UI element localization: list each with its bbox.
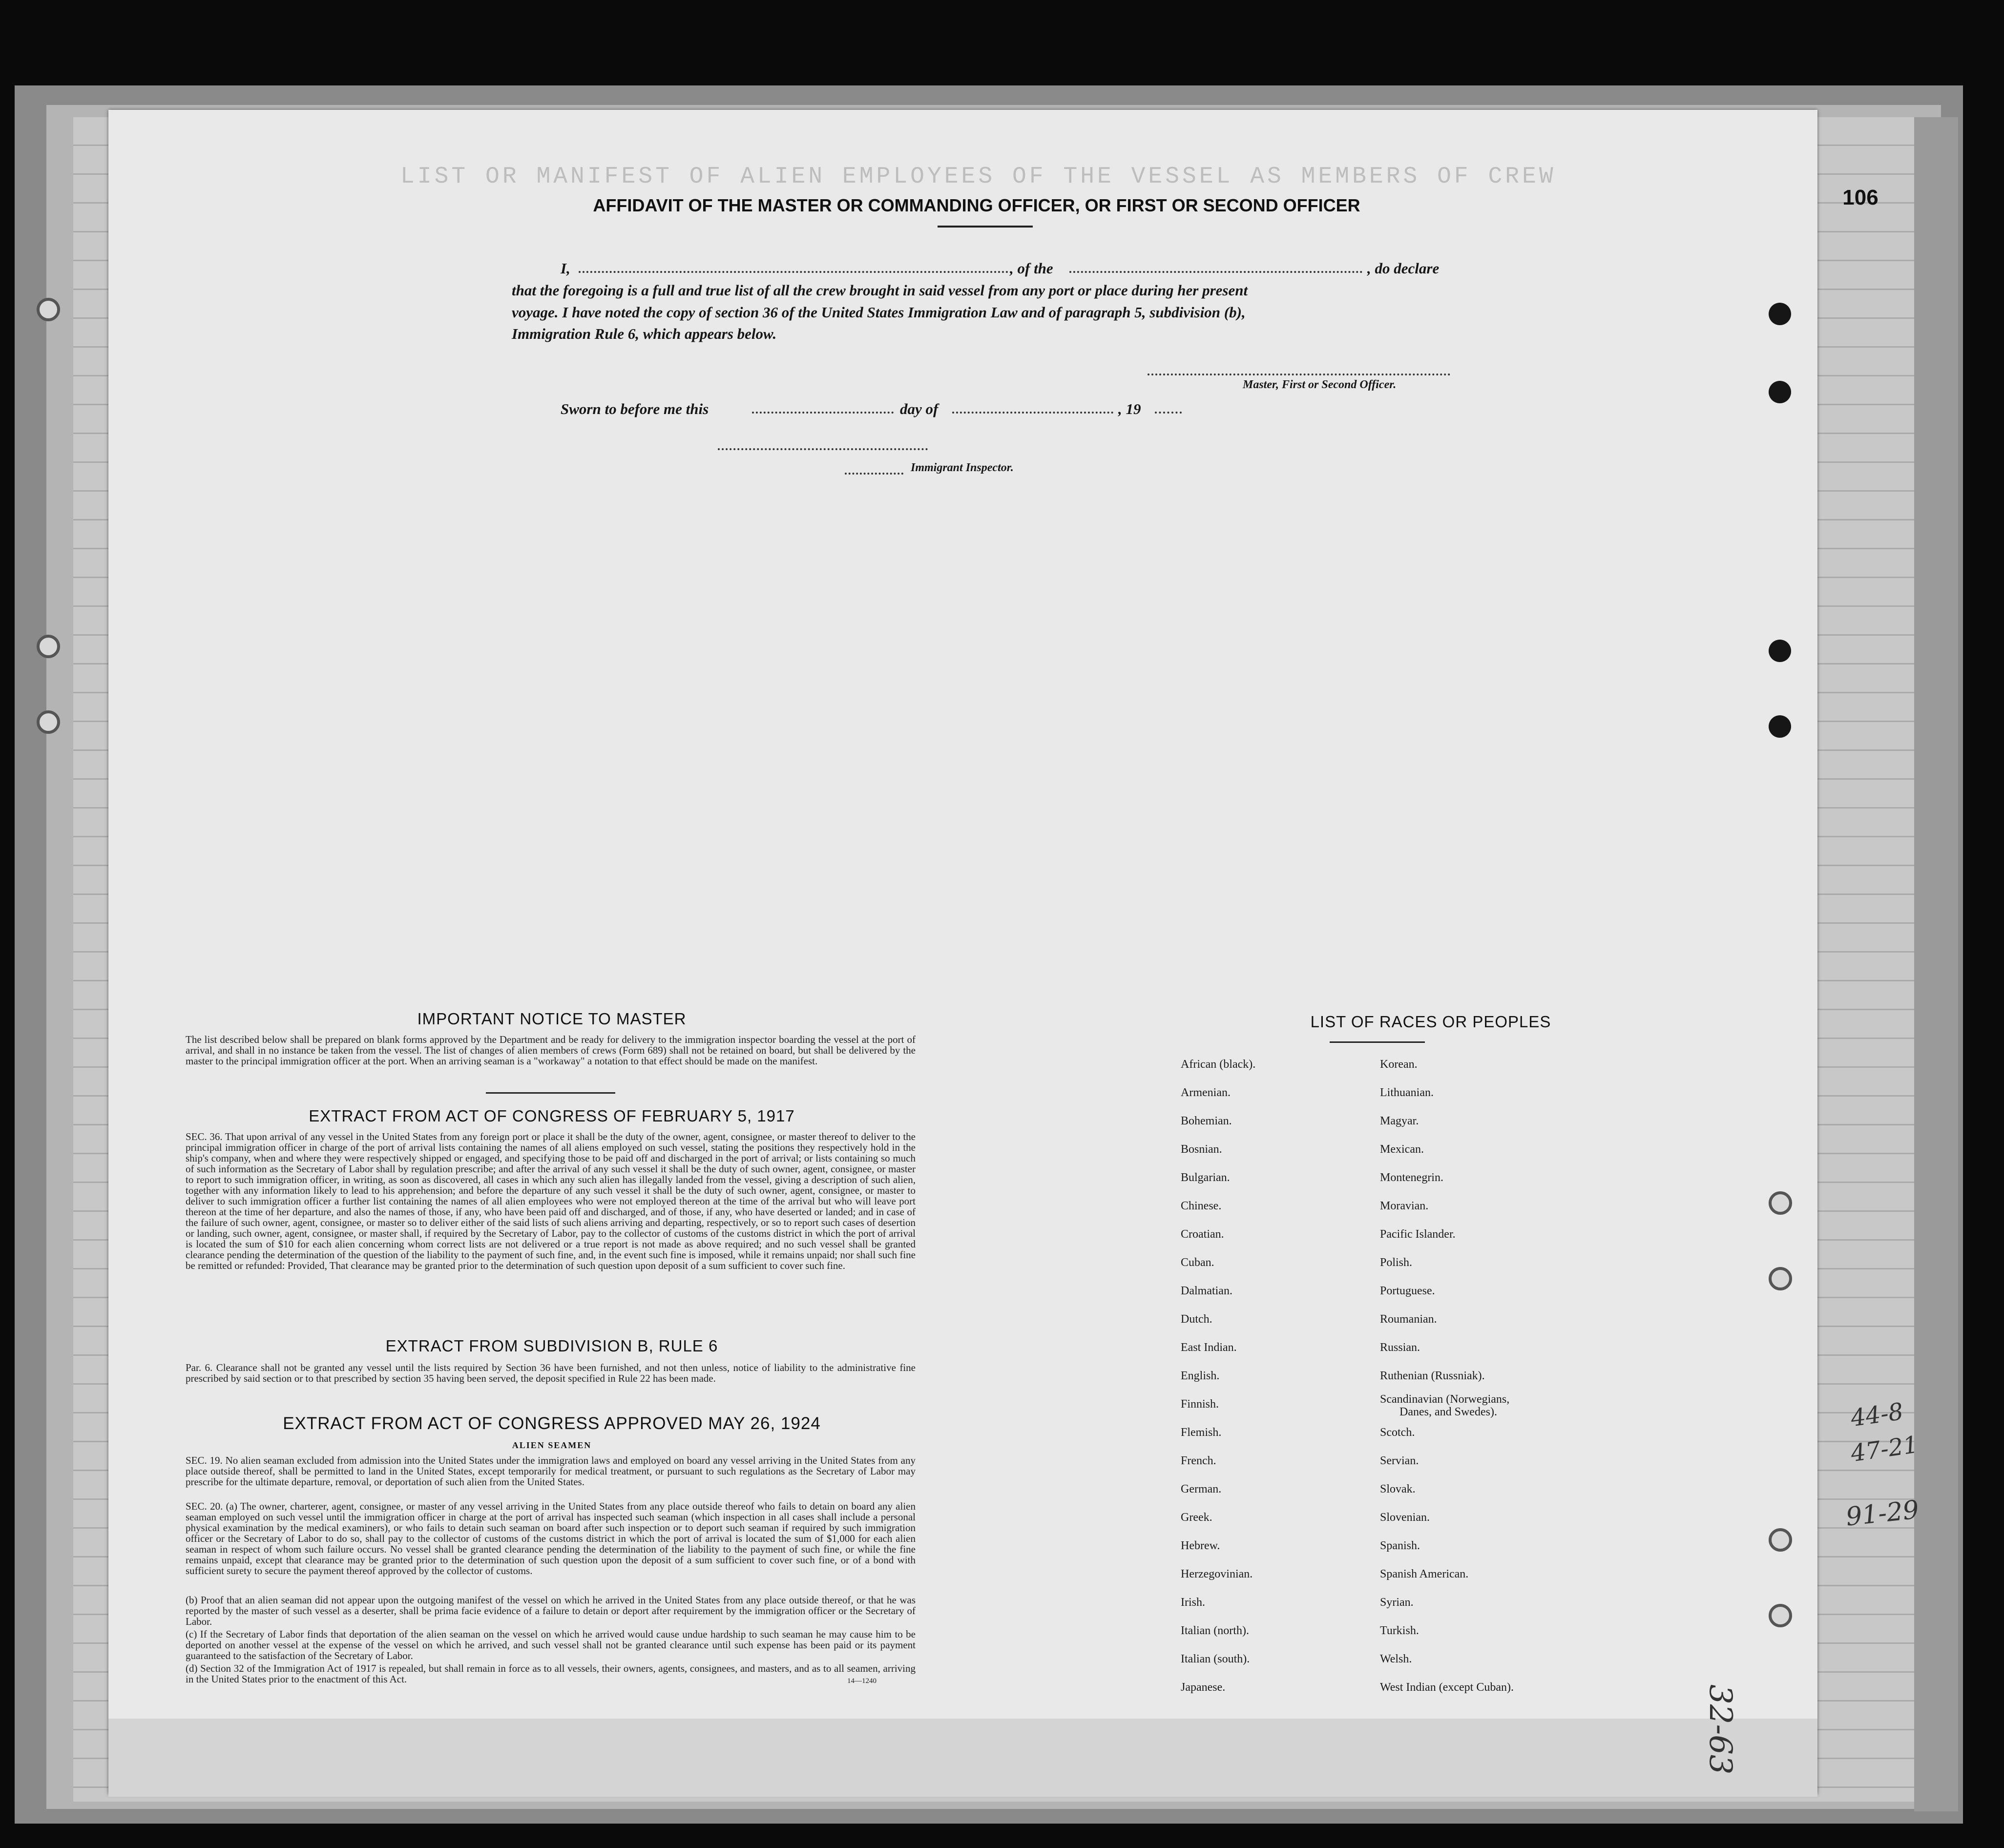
race-right: Pacific Islander. — [1380, 1228, 1456, 1241]
race-left: French. — [1181, 1454, 1216, 1467]
race-right: Spanish. — [1380, 1539, 1420, 1552]
affidavit-declare: , do declare — [1367, 260, 1440, 277]
race-left: Herzegovinian. — [1181, 1568, 1253, 1580]
race-right: Syrian. — [1380, 1596, 1414, 1609]
race-right: Magyar. — [1380, 1115, 1419, 1127]
binder-hole — [1769, 1604, 1792, 1627]
year-label: , 19 — [1118, 400, 1141, 417]
race-left: Cuban. — [1181, 1256, 1214, 1269]
inspector-label: Immigrant Inspector. — [911, 461, 1014, 474]
affidavit-title: AFFIDAVIT OF THE MASTER OR COMMANDING OFFICER, OR FIRST OR SECOND OFFICER — [593, 195, 1360, 215]
notice-title: IMPORTANT NOTICE TO MASTER — [417, 1010, 687, 1028]
binder-hole — [1769, 1267, 1792, 1290]
divider — [486, 1092, 615, 1094]
sec20-text: SEC. 20. (a) The owner, charterer, agent, consignee, or master of any vessel arriving in the United States from any place outside thereof who fails to detain on board any alien seaman employed on such vessel until the immigration officer in charge at the port of arrival has inspected such seaman (which inspection in all cases shall include a personal physical examination by the medical examiners), or who fails to detain such seaman on board after such inspection or to deport such seaman if required by such immigration officer or the Secretary of Labor to do so, shall pay to the collector of customs of the customs district in which the port of arrival is located the sum of $1,000 for each alien seaman in respect of whom such failure occurs. No vessel shall be granted clearance pending the determination of the liability to the payment of such fine, or while the fine remains unpaid, except that clearance may be granted prior to the determination of such question upon the deposit of a sum sufficient to cover such fine, or of a bond with sufficient surety to secure the payment thereof approved by the collector of customs. — [186, 1500, 916, 1577]
handwritten-note: 44-8 — [1849, 1397, 1905, 1433]
binder-hole — [37, 710, 60, 734]
sworn-label: Sworn to before me this — [561, 400, 709, 417]
handwritten-note: 47-21 — [1849, 1431, 1920, 1468]
race-right: Ruthenian (Russniak). — [1380, 1370, 1485, 1382]
race-left: Bulgarian. — [1181, 1171, 1230, 1184]
race-right: Slovak. — [1380, 1483, 1416, 1495]
master-label: Master, First or Second Officer. — [1243, 378, 1397, 391]
race-left: Italian (north). — [1181, 1624, 1249, 1637]
binder-hole — [1769, 303, 1791, 325]
race-left: Finnish. — [1181, 1398, 1219, 1411]
race-right: Spanish American. — [1380, 1568, 1469, 1580]
race-right: Portuguese. — [1380, 1285, 1435, 1297]
race-right-continued: Danes, and Swedes). — [1399, 1406, 1497, 1418]
race-right: Turkish. — [1380, 1624, 1419, 1637]
race-right: Roumanian. — [1380, 1313, 1437, 1326]
day-blank — [752, 412, 894, 414]
form-number: 14—1240 — [847, 1677, 877, 1685]
sec20b-text: (b) Proof that an alien seaman did not appear upon the outgoing manifest of the vessel on which he arrived in the United States from any place outside thereof, or that he was reported by the master of such vessel as a deserter, shall be prima facie evidence of a failure to detain or deport after requirement by the immigration officer or the Secretary of Labor. — [186, 1594, 916, 1627]
binder-hole — [37, 635, 60, 658]
race-left: East Indian. — [1181, 1341, 1237, 1354]
race-right: Welsh. — [1380, 1653, 1412, 1665]
race-left: Irish. — [1181, 1596, 1205, 1609]
divider — [938, 226, 1033, 228]
sec20d-text: (d) Section 32 of the Immigration Act of 1917 is repealed, but shall remain in force as to all vessels, their owners, agents, consignees, and masters, and as to all seamen, arriving in the United States prior to the enactment of this Act. — [186, 1662, 916, 1685]
signature-blank — [1148, 374, 1450, 375]
alien-seamen-subtitle: ALIEN SEAMEN — [512, 1440, 592, 1450]
affidavit-line: that the foregoing is a full and true list of all the crew brought in said vessel from any port or place during her present — [512, 282, 1248, 299]
binder-hole — [1769, 1528, 1792, 1552]
notice-text: The list described below shall be prepared on blank forms approved by the Department and be ready for delivery to the immigration inspector boarding the vessel at the port of arrival, and shall in no instance be taken from the vessel. The list of changes of alien members of crews (Form 689) shall not be retained on board, but shall be delivered by the master to the principal immigration officer at the port. When an arriving seaman is a "workaway" a notation to that effect should be made on the manifest. — [186, 1034, 916, 1067]
form-page-edge — [108, 1719, 1817, 1797]
race-left: Italian (south). — [1181, 1653, 1250, 1665]
month-blank — [952, 412, 1113, 414]
race-right: Russian. — [1380, 1341, 1420, 1354]
vessel-blank — [1069, 271, 1362, 273]
race-left: Armenian. — [1181, 1086, 1231, 1099]
affidavit-of-the: , of the — [1010, 260, 1053, 277]
race-right: Lithuanian. — [1380, 1086, 1434, 1099]
bleed-through-text: LIST OR MANIFEST OF ALIEN EMPLOYEES OF THE VESSEL AS MEMBERS OF CREW — [400, 164, 1556, 190]
sec20c-text: (c) If the Secretary of Labor finds that deportation of the alien seaman on the vessel on which he arrived would cause undue hardship to such seaman he may cause him to be deported on another vessel at the expense of the vessel on which he arrived, and such vessel shall not be granted clearance until such expense has been paid or its payment guaranteed to the satisfaction of the Secretary of Labor. — [186, 1628, 916, 1661]
race-right: Scandinavian (Norwegians, — [1380, 1393, 1510, 1406]
day-of-label: day of — [900, 400, 939, 417]
extract-rule6-title: EXTRACT FROM SUBDIVISION B, RULE 6 — [385, 1337, 718, 1355]
race-right: Polish. — [1380, 1256, 1413, 1269]
handwritten-note: 91-29 — [1844, 1495, 1920, 1532]
race-left: Bosnian. — [1181, 1143, 1222, 1156]
race-left: African (black). — [1181, 1058, 1256, 1071]
race-left: Flemish. — [1181, 1426, 1222, 1439]
race-right: Montenegrin. — [1380, 1171, 1443, 1184]
race-left: Japanese. — [1181, 1681, 1226, 1694]
race-right: Mexican. — [1380, 1143, 1424, 1156]
inspector-signature-blank — [718, 448, 928, 450]
sec19-text: SEC. 19. No alien seaman excluded from admission into the United States under the immigration laws and employed on board any vessel arriving in the United States from any place outside thereof, shall be permitted to land in the United States, except temporarily for medical treatment, or pursuant to such regulations as the Secretary of Labor may prescribe for the ultimate departure, removal, or deportation of such alien from the United States. — [186, 1454, 916, 1488]
extract-1924-title: EXTRACT FROM ACT OF CONGRESS APPROVED MAY 26, 1924 — [283, 1414, 821, 1433]
race-left: Bohemian. — [1181, 1115, 1232, 1127]
race-left: English. — [1181, 1370, 1220, 1382]
race-left: Croatian. — [1181, 1228, 1224, 1241]
race-right: Moravian. — [1380, 1200, 1429, 1212]
race-left: Dalmatian. — [1181, 1285, 1232, 1297]
binder-hole — [37, 298, 60, 321]
extract-1917-text: SEC. 36. That upon arrival of any vessel in the United States from any foreign port or place it shall be the duty of the owner, agent, consignee, or master thereof to deliver to the principal immigration officer in charge of the port of arrival lists containing the names of all aliens employed on such vessel, stating the positions they respectively hold in the ship's company, when and where they were respectively shipped or engaged, and specifying those to be paid off and discharged in the port of arrival; or lists containing so much of such information as the Secretary of Labor shall by regulation prescribe; and after the arrival of any such vessel it shall be the duty of such owner, agent, consignee, or master to report to such immigration officer, in writing, as soon as discovered, all cases in which any such alien has illegally landed from the vessel, giving a description of such alien, together with any information likely to lead to his apprehension; and before the departure of any such vessel it shall be the duty of such owner, agent, consignee, or master to deliver to such immigration officer a further list containing the names of all alien employees who were not employed thereon at the time of the arrival but who will leave port thereon at the time of her departure, and also the names of those, if any, who have been paid off and discharged, and of those, if any, who have deserted or landed; and in case of the failure of such owner, agent, consignee, or master so to deliver either of the said lists of such aliens arriving and departing, respectively, or so to report such cases of desertion or landing, such owner, agent, consignee, or master shall, if required by the Secretary of Labor, pay to the collector of customs of the customs district in which the port of arrival is located the sum of $10 for each alien concerning whom correct lists are not delivered or a true report is not made as above required; and no such vessel shall be granted clearance pending the determination of the question of the liability to the payment of such fine, and, in the event such fine is imposed, while it remains unpaid; nor shall such fine be remitted or refunded: Provided, That clearance may be granted prior to the determination of such question upon deposit of a sum sufficient to cover such fine. — [186, 1131, 916, 1271]
race-right: Servian. — [1380, 1454, 1419, 1467]
race-right: West Indian (except Cuban). — [1380, 1681, 1514, 1694]
race-left: German. — [1181, 1483, 1222, 1495]
race-right: Slovenian. — [1380, 1511, 1430, 1524]
page-number: 106 — [1842, 186, 1879, 209]
sheet-edge — [1914, 117, 1958, 1811]
affidavit-line: Immigration Rule 6, which appears below. — [512, 325, 777, 342]
affidavit-line: voyage. I have noted the copy of section 36 of the United States Immigration Law and of paragraph 5, subdivision (b), — [512, 304, 1246, 321]
handwritten-note: 32-63 — [1702, 1684, 1738, 1775]
year-blank — [1155, 412, 1182, 414]
race-left: Hebrew. — [1181, 1539, 1220, 1552]
extract-rule6-text: Par. 6. Clearance shall not be granted any vessel until the lists required by Section 36 have been furnished, and not then unless, notice of liability to the administrative fine prescribed by said section or to that prescribed by section 35 having been served, the deposit specified in Rule 22 has been made. — [186, 1362, 916, 1384]
name-blank — [579, 271, 1008, 273]
binder-hole — [1769, 640, 1791, 662]
race-left: Greek. — [1181, 1511, 1212, 1524]
race-right: Scotch. — [1380, 1426, 1415, 1439]
binder-hole — [1769, 1191, 1792, 1215]
divider — [1330, 1041, 1425, 1043]
inspector-blank — [845, 473, 903, 475]
extract-1917-title: EXTRACT FROM ACT OF CONGRESS OF FEBRUARY 5, 1917 — [309, 1107, 795, 1125]
race-left: Dutch. — [1181, 1313, 1212, 1326]
binder-hole — [1769, 715, 1791, 738]
race-left: Chinese. — [1181, 1200, 1222, 1212]
races-title: LIST OF RACES OR PEOPLES — [1310, 1013, 1551, 1031]
affidavit-i: I, — [561, 260, 570, 277]
race-right: Korean. — [1380, 1058, 1418, 1071]
binder-hole — [1769, 381, 1791, 403]
